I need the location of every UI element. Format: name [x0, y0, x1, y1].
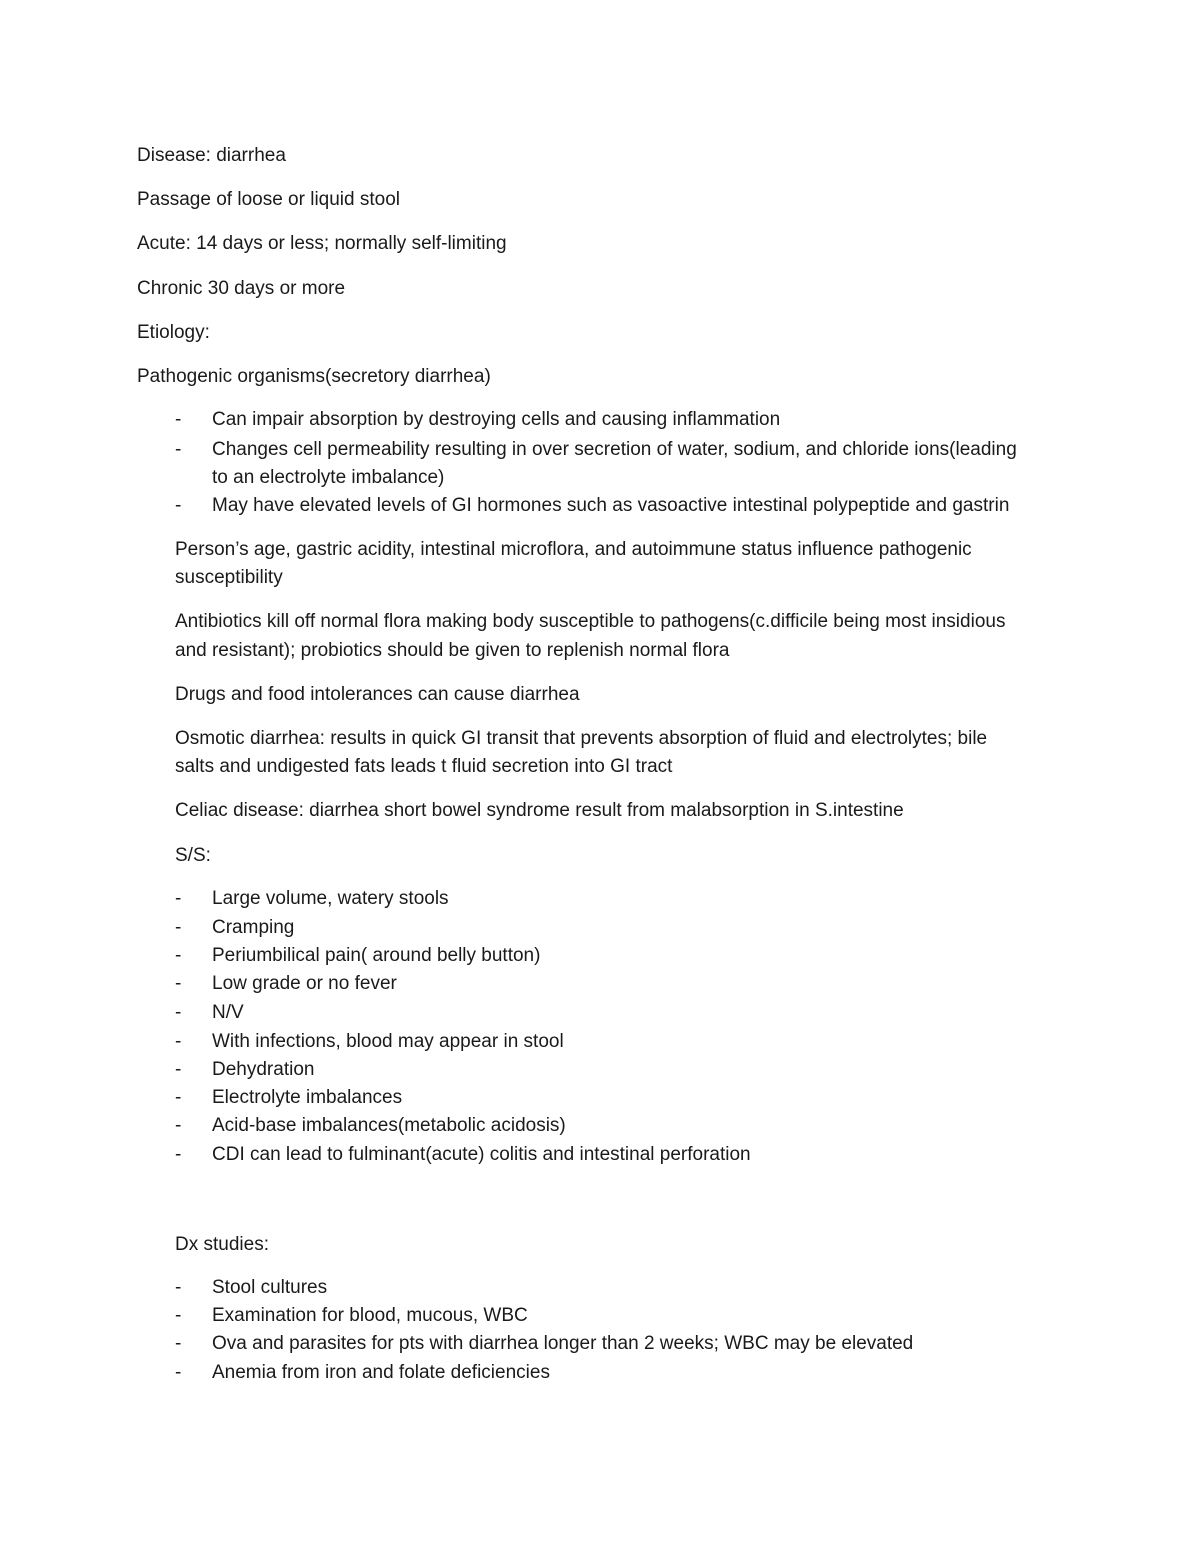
bullet-marker: -	[175, 409, 182, 430]
list-item: Large volume, watery stools	[212, 888, 449, 909]
list-item: Examination for blood, mucous, WBC	[212, 1305, 528, 1326]
list-item: Can impair absorption by destroying cells and causing inflammation	[212, 409, 781, 430]
bullet-marker: -	[175, 1277, 182, 1298]
bullet-marker: -	[175, 917, 182, 938]
bullet-marker: -	[175, 1362, 182, 1383]
bullet-marker: -	[175, 1305, 182, 1326]
chronic-text: Chronic 30 days or more	[137, 278, 346, 299]
list-item: Changes cell permeability resulting in over secretion of water, sodium, and chloride ions(leading	[212, 439, 1017, 460]
bullet-marker: -	[175, 1059, 182, 1080]
paragraph-osmotic-line: Osmotic diarrhea: results in quick GI transit that prevents absorption of fluid and electrolytes; bile	[175, 728, 988, 749]
bullet-marker: -	[175, 1333, 182, 1354]
etiology-heading: Etiology:	[137, 322, 210, 343]
list-item: Dehydration	[212, 1059, 315, 1080]
paragraph-osmotic-line: salts and undigested fats leads t fluid secretion into GI tract	[175, 756, 673, 777]
list-item: Low grade or no fever	[212, 973, 397, 994]
bullet-marker: -	[175, 945, 182, 966]
pathogenic-heading: Pathogenic organisms(secretory diarrhea)	[137, 366, 491, 387]
bullet-marker: -	[175, 1002, 182, 1023]
paragraph-antibiotics-line: Antibiotics kill off normal flora making body susceptible to pathogens(c.difficile being most insidious	[175, 611, 1006, 632]
disease-title: Disease: diarrhea	[137, 145, 286, 166]
paragraph-celiac: Celiac disease: diarrhea short bowel syndrome result from malabsorption in S.intestine	[175, 800, 904, 821]
dx-heading: Dx studies:	[175, 1234, 269, 1255]
definition-text: Passage of loose or liquid stool	[137, 189, 400, 210]
paragraph-age-line: Person’s age, gastric acidity, intestinal microflora, and autoimmune status influence pathogenic	[175, 539, 972, 560]
bullet-marker: -	[175, 1031, 182, 1052]
paragraph-antibiotics-line: and resistant); probiotics should be given to replenish normal flora	[175, 640, 730, 661]
list-item: May have elevated levels of GI hormones such as vasoactive intestinal polypeptide and gastrin	[212, 495, 1010, 516]
list-item: Ova and parasites for pts with diarrhea longer than 2 weeks; WBC may be elevated	[212, 1333, 914, 1354]
list-item: CDI can lead to fulminant(acute) colitis and intestinal perforation	[212, 1144, 751, 1165]
bullet-marker: -	[175, 888, 182, 909]
bullet-marker: -	[175, 439, 182, 460]
paragraph-drugs: Drugs and food intolerances can cause diarrhea	[175, 684, 580, 705]
list-item: Acid-base imbalances(metabolic acidosis)	[212, 1115, 566, 1136]
list-item: With infections, blood may appear in stool	[212, 1031, 564, 1052]
list-item: Anemia from iron and folate deficiencies	[212, 1362, 550, 1383]
list-item: Stool cultures	[212, 1277, 328, 1298]
paragraph-age-line: susceptibility	[175, 567, 283, 588]
bullet-marker: -	[175, 973, 182, 994]
list-item: Periumbilical pain( around belly button)	[212, 945, 541, 966]
bullet-marker: -	[175, 1115, 182, 1136]
list-item: N/V	[212, 1002, 244, 1023]
list-item: Cramping	[212, 917, 295, 938]
bullet-marker: -	[175, 1144, 182, 1165]
bullet-marker: -	[175, 495, 182, 516]
ss-heading: S/S:	[175, 845, 211, 866]
acute-text: Acute: 14 days or less; normally self-limiting	[137, 233, 507, 254]
list-item: Electrolyte imbalances	[212, 1087, 403, 1108]
bullet-marker: -	[175, 1087, 182, 1108]
list-item-continuation: to an electrolyte imbalance)	[212, 467, 445, 488]
